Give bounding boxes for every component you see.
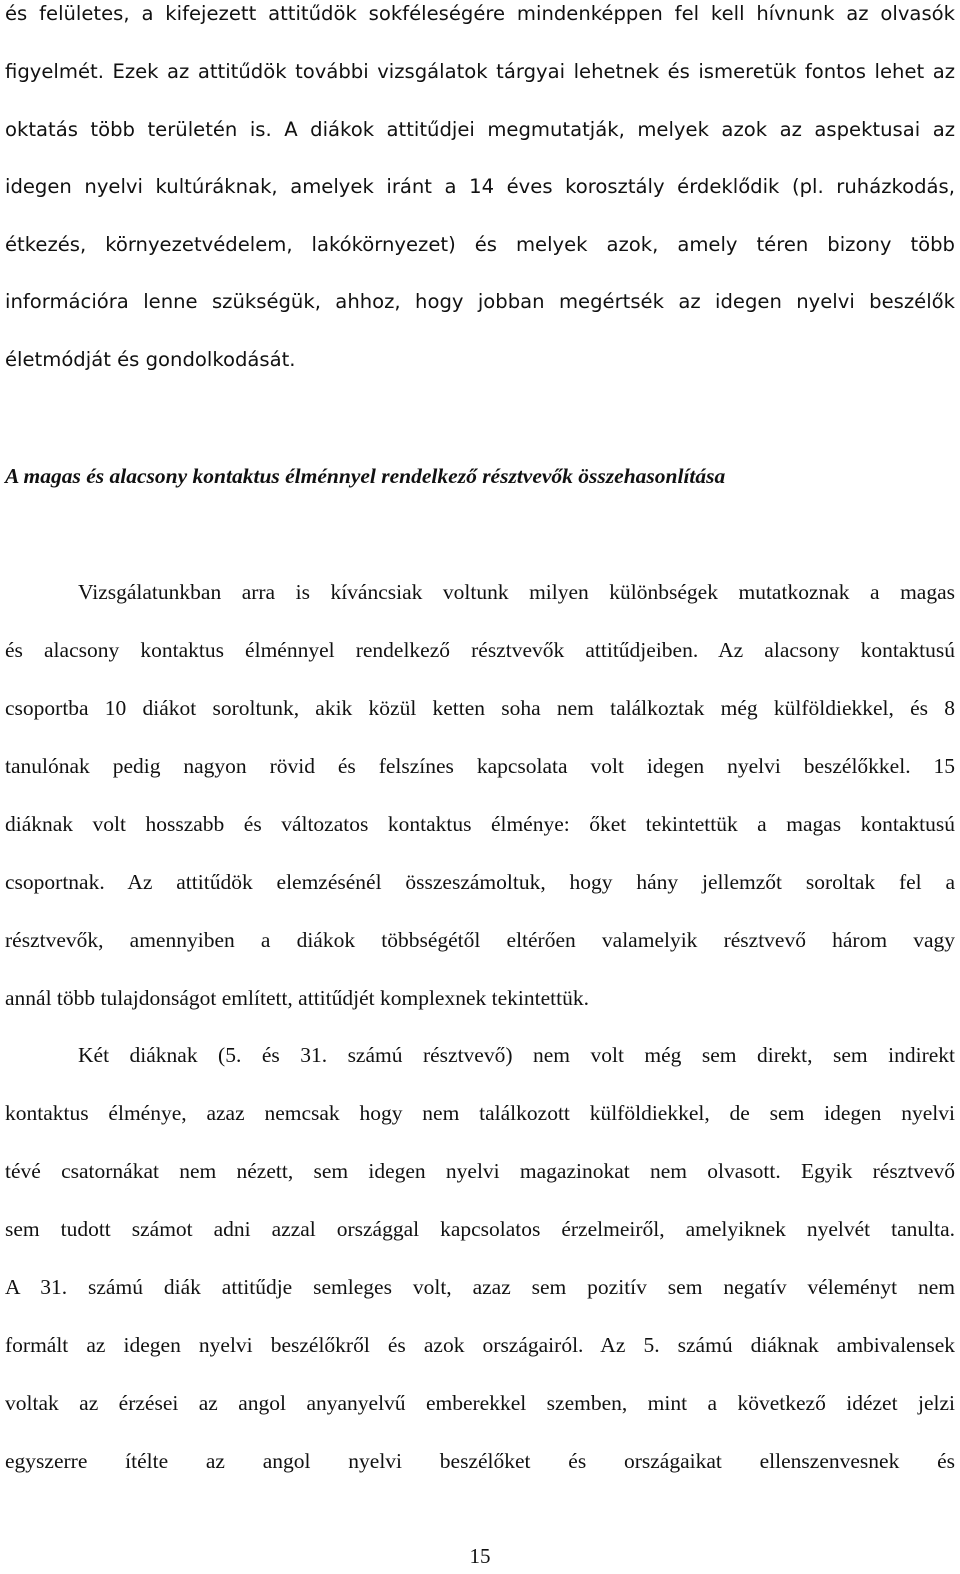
paragraph-line: Vizsgálatunkban arra is kíváncsiak voltunk milyen különbségek mutatkoznak a magas <box>78 580 955 604</box>
paragraph-line: tanulónak pedig nagyon rövid és felszínes kapcsolata volt idegen nyelvi beszélőkkel. 15 <box>5 754 955 778</box>
paragraph-line: kontaktus élménye, azaz nemcsak hogy nem találkozott külföldiekkel, de sem idegen nyelvi <box>5 1101 955 1125</box>
section-heading: A magas és alacsony kontaktus élménnyel rendelkező résztvevők összehasonlítása <box>5 464 726 488</box>
paragraph-line: életmódját és gondolkodását. <box>5 348 296 371</box>
paragraph-line: résztvevők, amennyiben a diákok többségétől eltérően valamelyik résztvevő három vagy <box>5 928 955 952</box>
paragraph-line: figyelmét. Ezek az attitűdök további vizsgálatok tárgyai lehetnek és ismeretük fontos lehet az <box>5 60 955 83</box>
paragraph-line: Két diáknak (5. és 31. számú résztvevő) nem volt még sem direkt, sem indirekt <box>78 1043 955 1067</box>
page-number: 15 <box>469 1544 491 1568</box>
paragraph-line: tévé csatornákat nem nézett, sem idegen nyelvi magazinokat nem olvasott. Egyik résztvevő <box>5 1159 955 1183</box>
paragraph-line: csoportnak. Az attitűdök elemzésénél összeszámoltuk, hogy hány jellemzőt soroltak fel a <box>5 870 955 894</box>
paragraph-line: sem tudott számot adni azzal országgal kapcsolatos érzelmeiről, amelyiknek nyelvét tanulta. <box>5 1217 955 1241</box>
paragraph-line: formált az idegen nyelvi beszélőkről és azok országairól. Az 5. számú diáknak ambivalensek <box>5 1333 955 1357</box>
paragraph-line: oktatás több területén is. A diákok attitűdjei megmutatják, melyek azok az aspektusai az <box>5 118 955 141</box>
paragraph-line: idegen nyelvi kultúráknak, amelyek iránt a 14 éves korosztály érdeklődik (pl. ruházkodás, <box>5 175 955 198</box>
paragraph-line: csoportba 10 diákot soroltunk, akik közül ketten soha nem találkoztak még külföldiekkel, és 8 <box>5 696 955 720</box>
paragraph-line: egyszerre ítélte az angol nyelvi beszélőket és országaikat ellenszenvesnek és <box>5 1449 955 1473</box>
paragraph-line: voltak az érzései az angol anyanyelvű emberekkel szemben, mint a következő idézet jelzi <box>5 1391 955 1415</box>
paragraph-line: diáknak volt hosszabb és változatos kontaktus élménye: őket tekintettük a magas kontaktusú <box>5 812 955 836</box>
paragraph-line: és felületes, a kifejezett attitűdök sokféleségére mindenképpen fel kell hívnunk az olvasók <box>5 2 955 25</box>
paragraph-line: étkezés, környezetvédelem, lakókörnyezet) és melyek azok, amely téren bizony több <box>5 233 955 256</box>
paragraph-line: annál több tulajdonságot említett, attitűdjét komplexnek tekintettük. <box>5 986 589 1010</box>
paragraph-line: és alacsony kontaktus élménnyel rendelkező résztvevők attitűdjeiben. Az alacsony kontaktusú <box>5 638 955 662</box>
paragraph-line: információra lenne szükségük, ahhoz, hogy jobban megértsék az idegen nyelvi beszélők <box>5 290 955 313</box>
paragraph-line: A 31. számú diák attitűdje semleges volt, azaz sem pozitív sem negatív véleményt nem <box>5 1275 955 1299</box>
